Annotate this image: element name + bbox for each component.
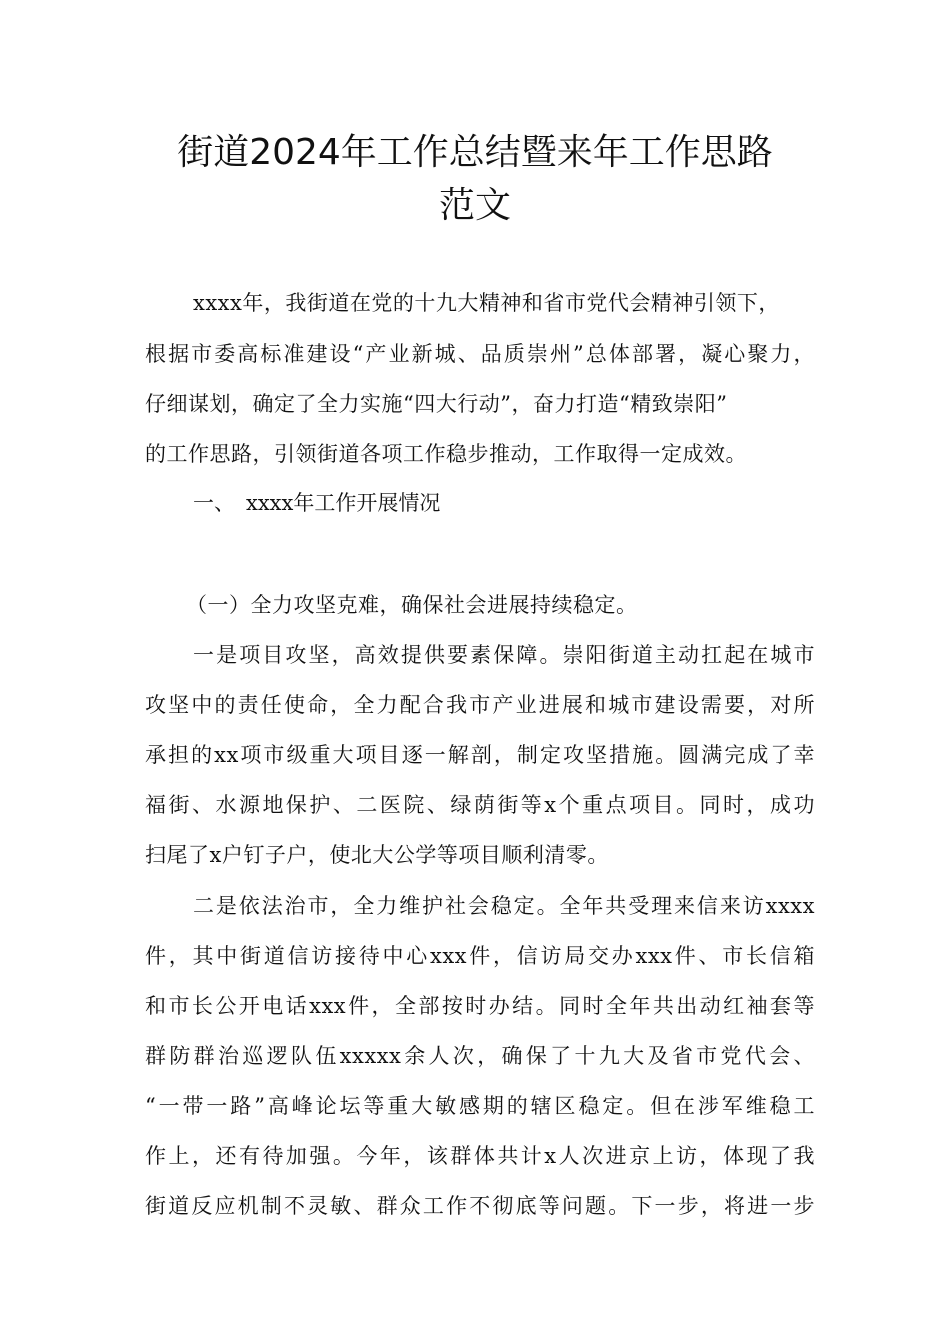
paragraph-1-line-3: 仔细谋划，确定了全力实施“四大行动”，奋力打造“精致崇阳”	[145, 392, 728, 416]
paragraph-2-line-3: 承担的xx项市级重大项目逐一解剖，制定攻坚措施。圆满完成了幸	[145, 743, 815, 767]
paragraph-3-line-7: 街道反应机制不灵敏、群众工作不彻底等问题。下一步，将进一步	[145, 1194, 815, 1218]
paragraph-3-line-2: 件，其中街道信访接待中心xxx件，信访局交办xxx件、市长信箱	[145, 944, 815, 968]
paragraph-2-line-4: 福街、水源地保护、二医院、绿荫街等x个重点项目。同时，成功	[145, 793, 815, 817]
paragraph-2-line-5: 扫尾了x户钉子户，使北大公学等项目顺利清零。	[145, 843, 609, 867]
paragraph-1-line-1: xxxx年，我街道在党的十九大精神和省市党代会精神引领下，	[193, 291, 780, 315]
paragraph-2-line-2: 攻坚中的责任使命，全力配合我市产业进展和城市建设需要，对所	[145, 693, 815, 717]
paragraph-3-line-3: 和市长公开电话xxx件，全部按时办结。同时全年共出动红袖套等	[145, 994, 815, 1018]
section-1-number: 一、	[193, 491, 235, 515]
paragraph-3-line-4: 群防群治巡逻队伍xxxxx余人次，确保了十九大及省市党代会、	[145, 1044, 815, 1068]
paragraph-1-line-2: 根据市委高标准建设“产业新城、品质崇州”总体部署，凝心聚力，	[145, 342, 815, 366]
paragraph-3-line-6: 作上，还有待加强。今年，该群体共计x人次进京上访，体现了我	[145, 1144, 815, 1168]
document-title-line-1: 街道2024年工作总结暨来年工作思路	[177, 132, 773, 173]
document-title-line-2: 范文	[438, 185, 511, 226]
paragraph-1-line-4: 的工作思路，引领街道各项工作稳步推动，工作取得一定成效。	[145, 442, 747, 466]
section-1-heading: xxxx年工作开展情况	[246, 491, 441, 515]
paragraph-2-line-1: 一是项目攻坚，高效提供要素保障。崇阳街道主动扛起在城市	[193, 643, 815, 667]
subsection-1-heading: （一）全力攻坚克难，确保社会进展持续稳定。	[186, 593, 638, 617]
paragraph-3-line-1: 二是依法治市，全力维护社会稳定。全年共受理来信来访xxxx	[193, 894, 815, 918]
paragraph-3-line-5: “一带一路”高峰论坛等重大敏感期的辖区稳定。但在涉军维稳工	[145, 1094, 815, 1118]
